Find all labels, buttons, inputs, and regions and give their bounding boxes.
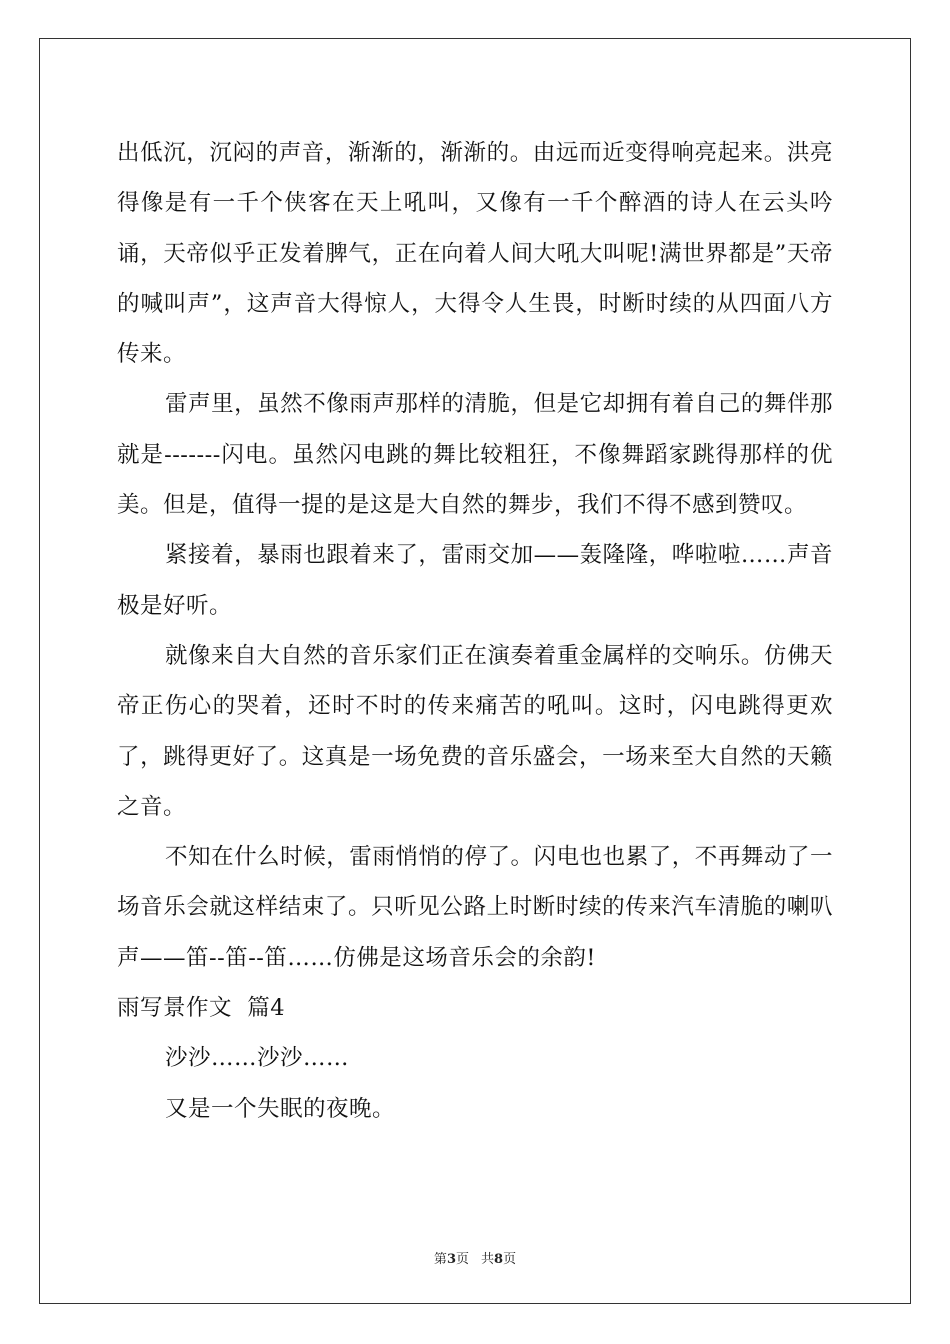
section-heading: 雨写景作文 篇4 bbox=[117, 995, 286, 1022]
paragraph-continuation: 出低沉，沉闷的声音，渐渐的，渐渐的。由远而近变得响亮起来。洪亮得像是有一千个侠客在天上吼叫，又像有一千个醉酒的诗人在云头吟诵，天帝似乎正发着脾气，正在向着人间大吼大叫呢!满世界都是”天帝的喊叫声”，这声音大得惊人，大得令人生畏，时断时续的从四面八方传来。 bbox=[117, 140, 833, 368]
page-prefix: 第 bbox=[433, 1252, 447, 1267]
paragraph: 不知在什么时候，雷雨悄悄的停了。闪电也也累了，不再舞动了一场音乐会就这样结束了。只听见公路上时断时续的传来汽车清脆的喇叭声——笛--笛--笛……仿佛是这场音乐会的余韵! bbox=[117, 844, 833, 971]
page-number: 3 bbox=[446, 1252, 456, 1267]
total-suffix: 页 bbox=[503, 1252, 517, 1267]
paragraph: 又是一个失眠的夜晚。 bbox=[165, 1095, 396, 1122]
total-pages: 8 bbox=[494, 1252, 504, 1267]
total-prefix: 共 bbox=[481, 1252, 495, 1267]
page-footer bbox=[0, 1248, 950, 1267]
paragraph: 雷声里，虽然不像雨声那样的清脆，但是它却拥有着自己的舞伴那就是-------闪电。虽然闪电跳的舞比较粗狂，不像舞蹈家跳得那样的优美。但是，值得一提的是这是大自然的舞步，我们不得不感到赞叹。 bbox=[117, 391, 833, 519]
document-body bbox=[117, 128, 833, 1134]
page-suffix: 页 bbox=[455, 1252, 469, 1267]
paragraph: 沙沙……沙沙…… bbox=[165, 1045, 350, 1072]
paragraph: 就像来自大自然的音乐家们正在演奏着重金属样的交响乐。仿佛天帝正伤心的哭着，还时不时的传来痛苦的吼叫。这时，闪电跳得更欢了，跳得更好了。这真是一场免费的音乐盛会，一场来至大自然的天籁之音。 bbox=[117, 642, 833, 820]
paragraph: 紧接着，暴雨也跟着来了，雷雨交加——轰隆隆，哗啦啦……声音极是好听。 bbox=[117, 542, 833, 619]
